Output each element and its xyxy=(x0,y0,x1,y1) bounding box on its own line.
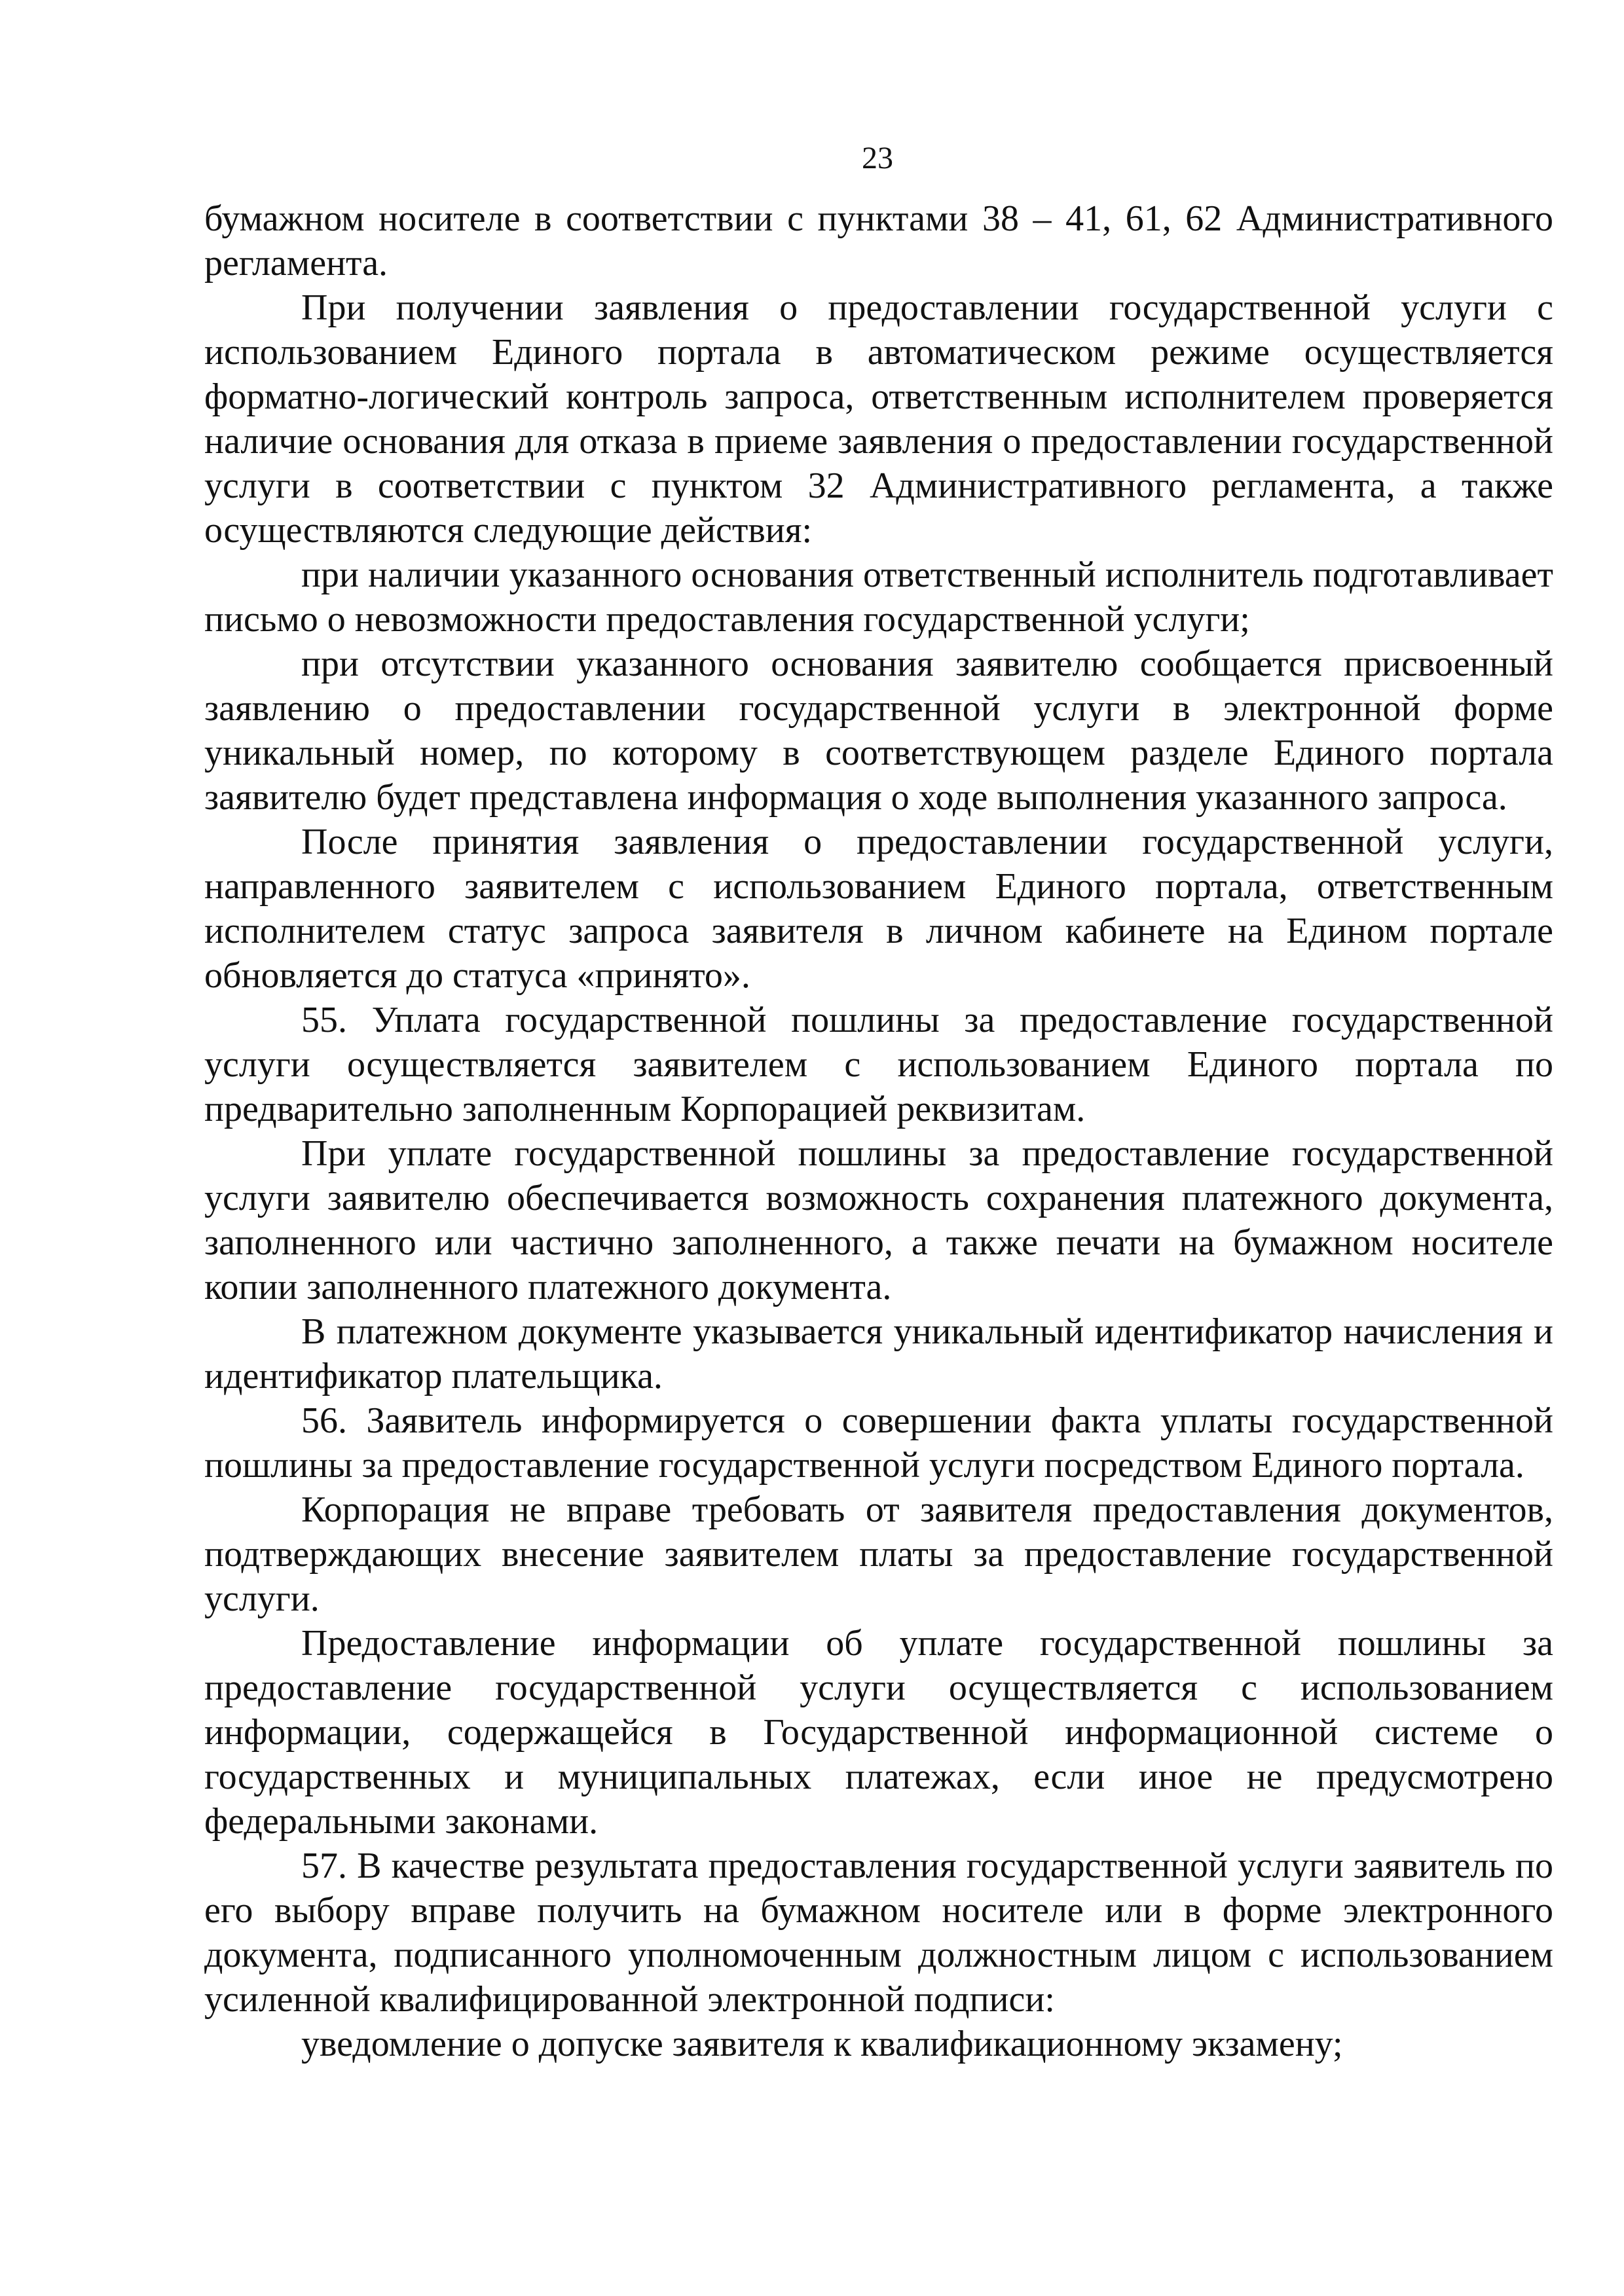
paragraph: При уплате государственной пошлины за предоставление государственной услуги заявителю обеспечивается возможность сохранения платежного документа, заполненного или частично заполненного, а также печати на бумажном носителе копии заполненного платежного документа. xyxy=(204,1133,1553,1307)
paragraph: Предоставление информации об уплате государственной пошлины за предоставление государственной услуги осуществляется с использованием информации, содержащейся в Государственной информационной системе о государственных и муниципальных платежах, если иное не предусмотрено федеральными законами. xyxy=(204,1623,1553,1842)
paragraph-item-56: 56. Заявитель информируется о совершении факта уплаты государственной пошлины за предоставление государственной услуги посредством Единого портала. xyxy=(204,1400,1553,1485)
paragraph: при отсутствии указанного основания заявителю сообщается присвоенный заявлению о предоставлении государственной услуги в электронной форме уникальный номер, по которому в соответствующем разделе Единого портала заявителю будет представлена информация о ходе выполнения указанного запроса. xyxy=(204,644,1553,818)
paragraph: После принятия заявления о предоставлении государственной услуги, направленного заявителем с использованием Единого портала, ответственным исполнителем статус запроса заявителя в личном кабинете на Едином портале обновляется до статуса «принято». xyxy=(204,822,1553,996)
document-body xyxy=(204,196,1553,2066)
paragraph-item-57: 57. В качестве результата предоставления государственной услуги заявитель по его выбору вправе получить на бумажном носителе или в форме электронного документа, подписанного уполномоченным должностным лицом с использованием усиленной квалифицированной электронной подписи: xyxy=(204,1846,1553,2020)
page-number: 23 xyxy=(862,141,893,175)
paragraph-continuation: бумажном носителе в соответствии с пунктами 38 – 41, 61, 62 Административного регламента. xyxy=(204,198,1553,283)
paragraph: Корпорация не вправе требовать от заявителя предоставления документов, подтверждающих внесение заявителем платы за предоставление государственной услуги. xyxy=(204,1489,1553,1619)
paragraph-item-55: 55. Уплата государственной пошлины за предоставление государственной услуги осуществляется заявителем с использованием Единого портала по предварительно заполненным Корпорацией реквизитам. xyxy=(204,1000,1553,1129)
paragraph: В платежном документе указывается уникальный идентификатор начисления и идентификатор плательщика. xyxy=(204,1311,1553,1396)
paragraph: При получении заявления о предоставлении государственной услуги с использованием Единого портала в автоматическом режиме осуществляется форматно-логический контроль запроса, ответственным исполнителем проверяется наличие основания для отказа в приеме заявления о предоставлении государственной услуги в соответствии с пунктом 32 Административного регламента, а также осуществляются следующие действия: xyxy=(204,287,1553,551)
paragraph: уведомление о допуске заявителя к квалификационному экзамену; xyxy=(301,2024,1343,2064)
paragraph: при наличии указанного основания ответственный исполнитель подготавливает письмо о невозможности предоставления государственной услуги; xyxy=(204,555,1553,640)
